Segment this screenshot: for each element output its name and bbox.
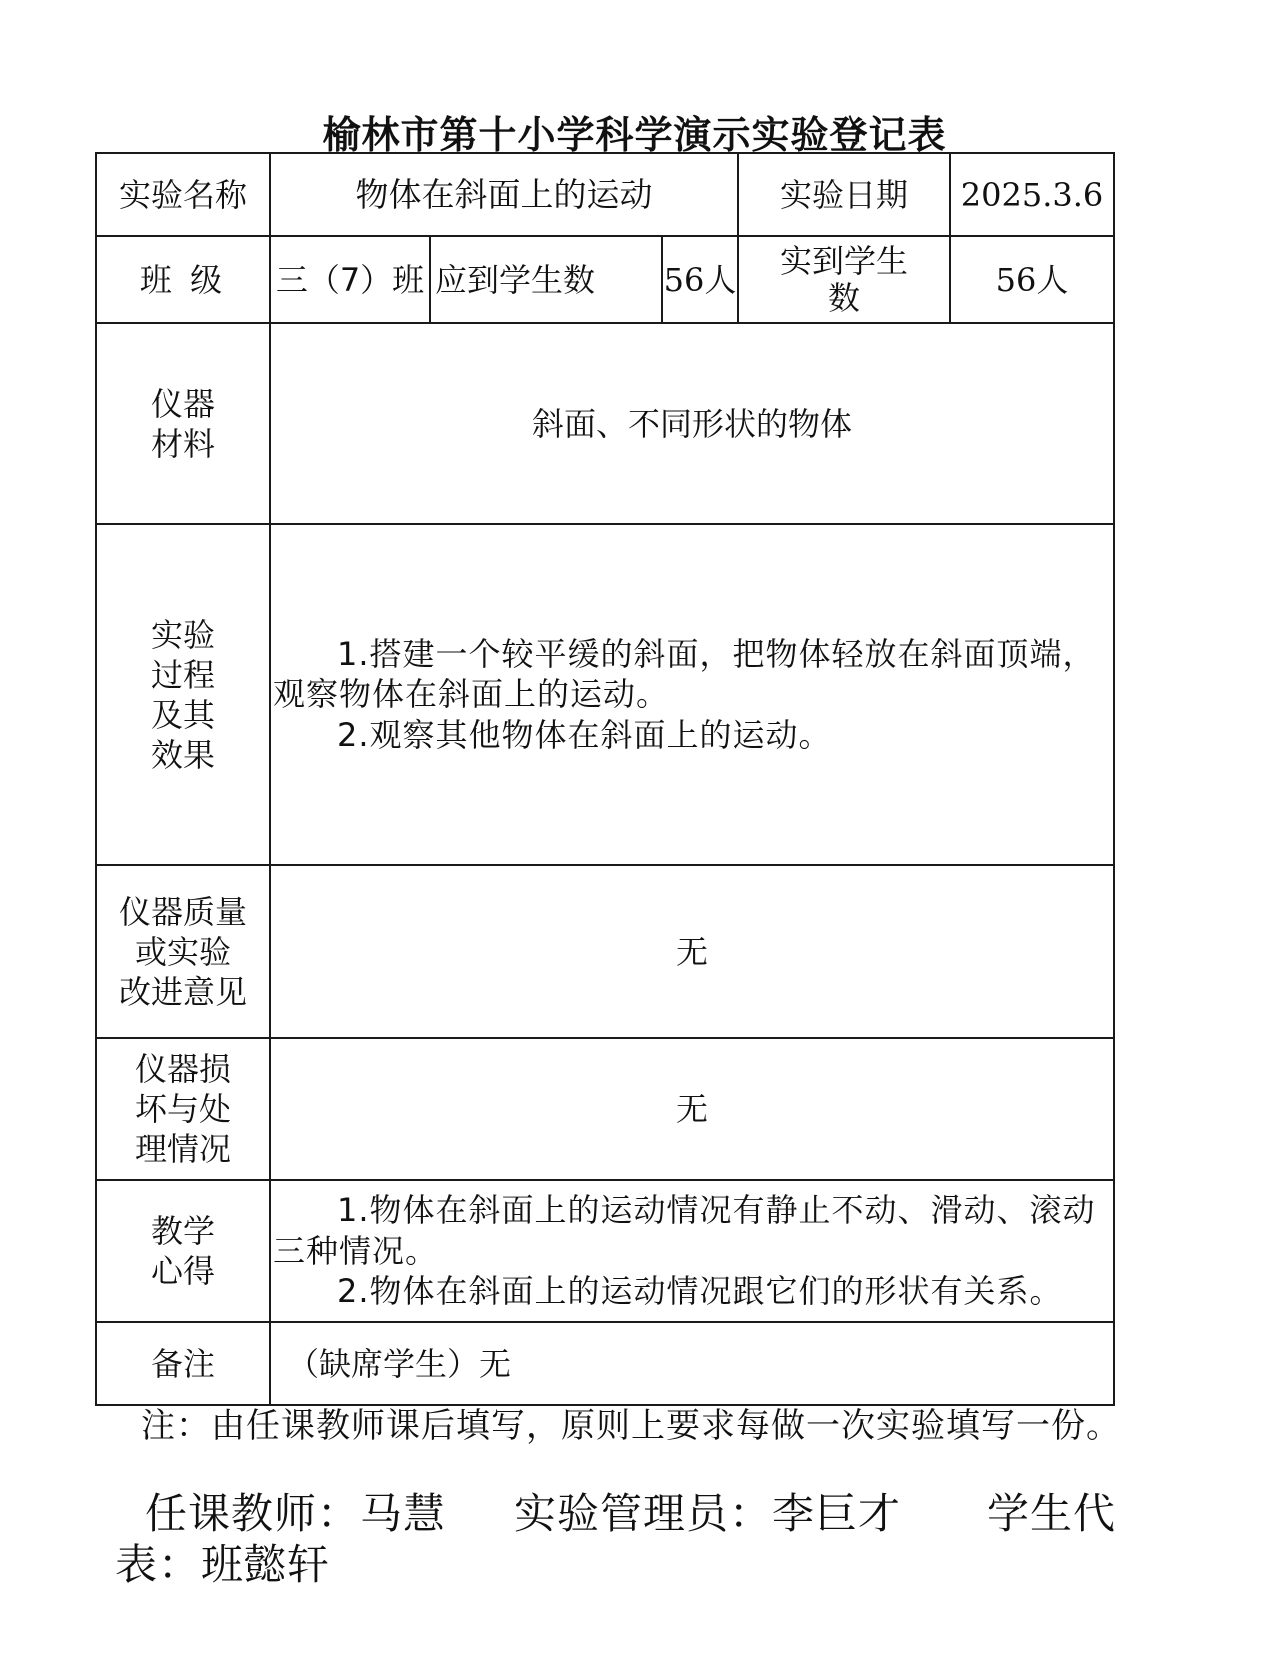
class-label: 班 级 [96,236,270,323]
damage-label-line2: 坏与处 [134,1090,231,1128]
row-remarks [96,1322,1114,1405]
quality-label-line2: 或实验 [134,932,231,971]
damage-label-line3: 理情况 [134,1130,231,1168]
process-step-2: 2.观察其他物体在斜面上的运动。 [337,715,832,754]
reflection-point-2: 2.物体在斜面上的运动情况跟它们的形状有关系。 [337,1272,1063,1311]
class-value: 三（7）班 [270,236,430,323]
reflection-label-line1: 教学 [150,1212,215,1250]
process-step-1: 1.搭建一个较平缓的斜面，把物体轻放在斜面顶端，观察物体在斜面上的运动。 [273,634,1096,714]
process-label-line2: 过程 [150,655,215,694]
quality-label [96,865,270,1038]
manager-signature: 实验管理员：李巨才 [514,1489,902,1538]
damage-label-line1: 仪器损 [134,1050,231,1088]
materials-label [96,323,270,524]
actual-students-label-line2: 数 [828,278,861,317]
reflection-point-1: 1.物体在斜面上的运动情况有静止不动、滑动、滚动三种情况。 [273,1191,1096,1270]
quality-value: 无 [270,865,1114,1038]
page-title: 榆林市第十小学科学演示实验登记表 [322,113,947,157]
experiment-name-label: 实验名称 [96,153,270,236]
process-value [270,524,1114,865]
row-materials [96,323,1114,524]
experiment-name-value: 物体在斜面上的运动 [270,153,738,236]
actual-students-value: 56人 [950,236,1114,323]
remarks-value: （缺席学生）无 [270,1322,1114,1405]
remarks-label: 备注 [96,1322,270,1405]
row-damage [96,1038,1114,1180]
process-label [96,524,270,865]
quality-label-line1: 仪器质量 [118,892,247,931]
quality-label-line3: 改进意见 [118,972,247,1011]
row-reflection [96,1180,1114,1322]
reflection-value [270,1180,1114,1322]
teacher-signature: 任课教师：马慧 [145,1489,447,1538]
experiment-register-table [95,152,1115,1406]
row-class [96,236,1114,323]
expected-students-label: 应到学生数 [430,236,662,323]
experiment-date-label: 实验日期 [738,153,950,236]
damage-label [96,1038,270,1180]
actual-students-label-line1: 实到学生 [780,241,909,280]
damage-value: 无 [270,1038,1114,1180]
row-quality [96,865,1114,1038]
materials-label-line2: 材料 [150,424,215,463]
process-label-line4: 效果 [150,735,215,774]
signature-line [115,1488,1175,1590]
process-label-line3: 及其 [150,695,215,734]
footnote: 注：由任课教师课后填写，原则上要求每做一次实验填写一份。 [141,1406,1121,1446]
experiment-date-value: 2025.3.6 [950,153,1114,236]
materials-label-line1: 仪器 [150,384,215,423]
process-label-line1: 实验 [150,615,215,654]
reflection-label-line2: 心得 [150,1252,215,1290]
row-process [96,524,1114,865]
reflection-label [96,1180,270,1322]
row-experiment-name [96,153,1114,236]
actual-students-label [738,236,950,323]
materials-value: 斜面、不同形状的物体 [270,323,1114,524]
expected-students-value: 56人 [662,236,738,323]
student-signature: 学生代表：班懿轩 [115,1489,1117,1590]
